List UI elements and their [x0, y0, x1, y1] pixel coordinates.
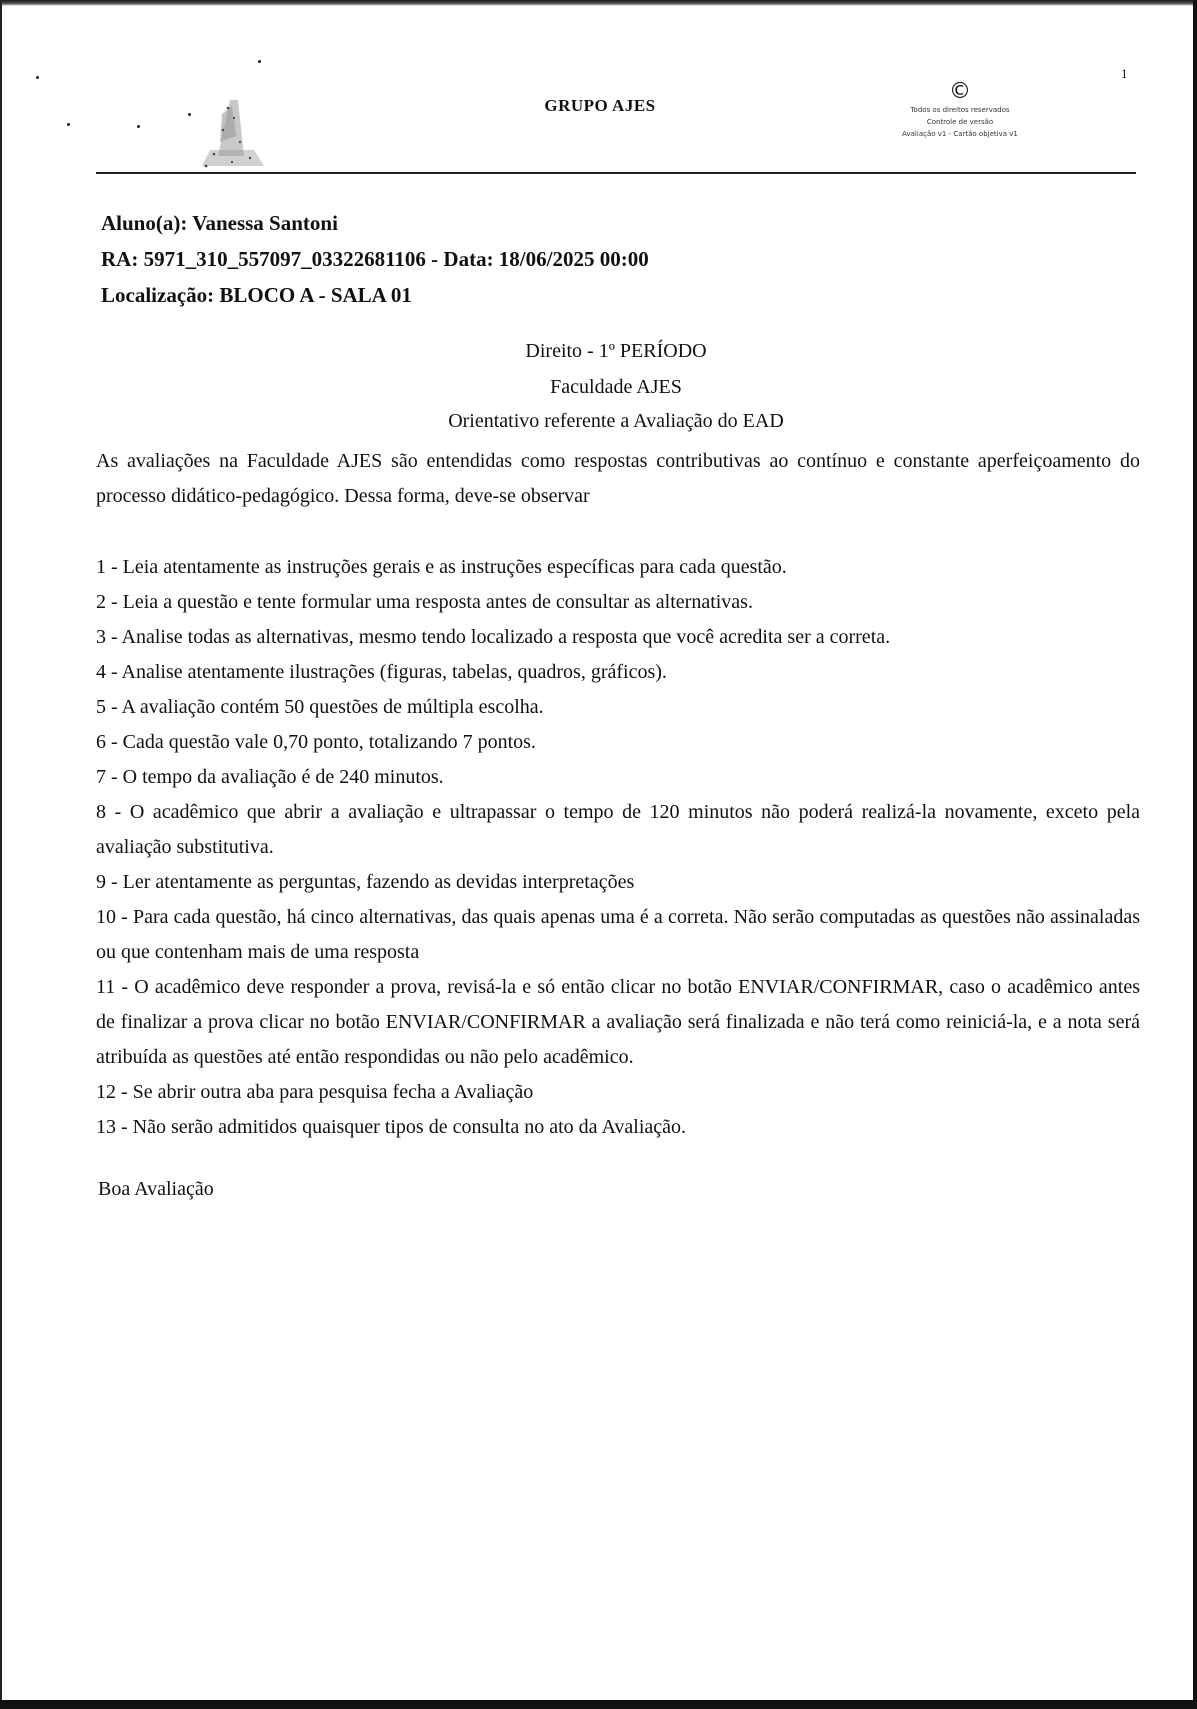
header-divider: [96, 172, 1136, 174]
rule-item: 7 - O tempo da avaliação é de 240 minutos.: [96, 766, 444, 788]
organization-name: GRUPO AJES: [544, 96, 656, 115]
copyright-icon: ©: [949, 79, 971, 104]
rule-item: 8 - O acadêmico que abrir a avaliação e ultrapassar o tempo de 120 minutos não poderá realizá-la novamente, exceto pela avaliação substitutiva.: [96, 801, 1140, 858]
subject-title: Orientativo referente a Avaliação do EAD: [448, 410, 784, 432]
closing-text: Boa Avaliação: [98, 1178, 214, 1200]
student-location: Localização: BLOCO A - SALA 01: [101, 283, 412, 307]
copyright-line: Controle de versão: [926, 118, 994, 126]
intro-paragraph: As avaliações na Faculdade AJES são entendidas como respostas contributivas ao contínuo e constante aperfeiçoamento do processo didático-pedagógico. Dessa forma, deve-se observar: [96, 450, 1140, 507]
student-name: Aluno(a): Vanessa Santoni: [101, 211, 338, 235]
scan-speck: [258, 60, 261, 63]
rule-item: 5 - A avaliação contém 50 questões de múltipla escolha.: [96, 696, 544, 718]
page-number: 1: [1121, 66, 1128, 81]
rule-item: 1 - Leia atentamente as instruções gerais e as instruções específicas para cada questão.: [96, 556, 787, 578]
copyright-line: Avaliação v1 - Cartão objetiva v1: [902, 130, 1018, 138]
ajes-logo-icon: [192, 96, 272, 172]
rule-item: 6 - Cada questão vale 0,70 ponto, totalizando 7 pontos.: [96, 731, 536, 753]
rule-item: 9 - Ler atentamente as perguntas, fazendo as devidas interpretações: [96, 871, 635, 893]
scan-speck: [188, 113, 191, 116]
scan-edge-bottom: [0, 1700, 1197, 1709]
scan-speck: [137, 125, 140, 128]
student-ra-date: RA: 5971_310_557097_03322681106 - Data: 18/06/2025 00:00: [101, 247, 649, 271]
student-info: [101, 205, 1001, 313]
rule-item: 4 - Analise atentamente ilustrações (figuras, tabelas, quadros, gráficos).: [96, 661, 667, 683]
rule-item: 13 - Não serão admitidos quaisquer tipos de consulta no ato da Avaliação.: [96, 1116, 687, 1138]
copyright-block: [880, 80, 1040, 140]
rule-item: 3 - Analise todas as alternativas, mesmo tendo localizado a resposta que você acredita ser a correta.: [96, 626, 891, 648]
rules-list: [96, 550, 1140, 1145]
scan-edge-left: [0, 0, 2, 1709]
rule-item: 2 - Leia a questão e tente formular uma resposta antes de consultar as alternativas.: [96, 591, 753, 613]
course-title: Direito - 1º PERÍODO: [525, 340, 707, 362]
institution-title: Faculdade AJES: [550, 376, 682, 398]
scan-speck: [67, 123, 70, 126]
rule-item: 12 - Se abrir outra aba para pesquisa fecha a Avaliação: [96, 1081, 534, 1103]
rule-item: 10 - Para cada questão, há cinco alternativas, das quais apenas uma é a correta. Não serão computadas as questões não assinaladas ou que contenham mais de uma resposta: [96, 906, 1140, 963]
scan-edge-right: [1193, 0, 1197, 1709]
scan-edge-top: [0, 0, 1197, 6]
copyright-line: Todos os direitos reservados: [910, 106, 1010, 114]
rule-item: 11 - O acadêmico deve responder a prova, revisá-la e só então clicar no botão ENVIAR/CONFIRMAR, caso o acadêmico antes de finalizar a prova clicar no botão ENVIAR/CONFIRMAR a avaliação será finalizada e não terá como reiniciá-la, e a nota será atribuída as questões até então respondidas ou não pelo acadêmico.: [96, 976, 1140, 1068]
scan-speck: [36, 76, 39, 79]
